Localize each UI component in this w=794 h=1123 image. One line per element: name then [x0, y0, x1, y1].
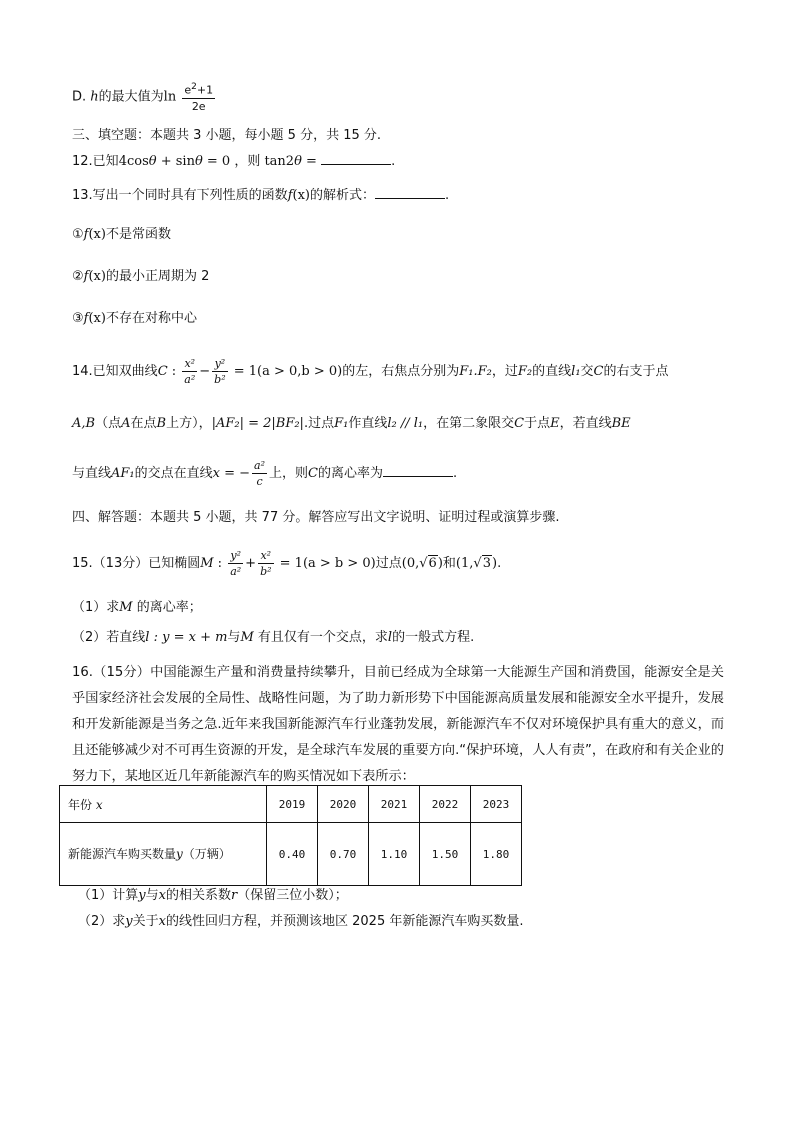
var-y: y: [125, 914, 133, 929]
q15-text: 15.（13分）已知椭圆: [72, 556, 201, 571]
q12-math: 4cos: [118, 154, 149, 169]
period: .: [453, 466, 458, 481]
table-cell: 1.50: [420, 823, 471, 886]
circled-number: ②: [72, 269, 84, 284]
q14-text: （点: [95, 416, 122, 431]
var-f1: F₁: [334, 416, 349, 431]
var-c: C: [157, 364, 168, 379]
q15-text: （2）若直线: [72, 630, 146, 645]
table-cell: 1.80: [471, 823, 522, 886]
func-f: f: [83, 227, 89, 242]
sqrt-6: 6: [428, 556, 437, 571]
func-arg: (x): [88, 311, 106, 326]
var-f2: F₂: [517, 364, 533, 379]
func-arg: (x): [88, 269, 106, 284]
line-af1: AF₁: [111, 466, 135, 481]
table-cell: 2020: [318, 786, 369, 823]
theta: θ: [294, 154, 302, 169]
q15-text: 和: [442, 556, 456, 571]
question-14-line-2: [72, 414, 631, 434]
numerator: y²: [212, 356, 227, 372]
answer-blank: [321, 150, 391, 165]
q15-text: 的一般式方程.: [392, 630, 475, 645]
denominator: a²: [184, 373, 196, 386]
q13-text: 13.写出一个同时具有下列性质的函数: [72, 188, 288, 203]
var-c: C: [514, 416, 525, 431]
table-cell: 0.70: [318, 823, 369, 886]
condition: = 1(a > b > 0): [275, 556, 376, 571]
point-e: E: [550, 416, 560, 431]
point-b: B: [156, 416, 167, 431]
var-l1: l₁: [571, 364, 581, 379]
q16-text: 与: [145, 888, 159, 903]
var-l: l: [145, 630, 150, 645]
colon: :: [213, 556, 227, 571]
q14-text: 的离心率为: [317, 466, 383, 481]
option-label: D.: [72, 89, 91, 105]
var-x: x: [95, 797, 103, 812]
question-15-part-2: [72, 628, 474, 648]
theta: θ: [194, 154, 203, 169]
circled-number: ③: [72, 311, 84, 326]
fraction: [252, 458, 267, 489]
q14-text: ，过: [491, 364, 518, 379]
cell-label: 年份: [68, 797, 93, 812]
q16-text: （保留三位小数）；: [237, 888, 348, 903]
q12-math: + sin: [156, 154, 195, 169]
property-3: [72, 309, 197, 329]
sqrt-3: 3: [482, 556, 491, 571]
period: .: [391, 154, 396, 169]
var-x: x: [158, 888, 166, 903]
colon: :: [167, 364, 181, 379]
fraction: [228, 548, 243, 579]
question-12: [72, 150, 395, 172]
property-text: 不是常函数: [105, 227, 171, 242]
table-cell: 2022: [420, 786, 471, 823]
answer-blank: [375, 184, 445, 199]
q14-text: 的左，右焦点分别为: [342, 364, 460, 379]
q16-text: 的线性回归方程，并预测该地区 2025 年新能源汽车购买数量.: [166, 914, 524, 929]
question-14-line-3: [72, 458, 457, 489]
denominator: 2e: [191, 99, 206, 113]
condition: = 1(a > 0,b > 0): [229, 364, 343, 379]
fraction: [258, 548, 273, 579]
q14-text: 的直线: [532, 364, 572, 379]
option-d: [72, 80, 217, 114]
property-text: 的最小正周期为 2: [105, 269, 210, 284]
var-y: y: [138, 888, 146, 903]
q14-text: 作直线: [348, 416, 388, 431]
ln-symbol: ln: [163, 89, 177, 105]
num-e: e: [184, 83, 192, 97]
point-1: (0,: [401, 556, 420, 571]
func-f: f: [83, 311, 89, 326]
header-cell: [60, 786, 267, 823]
point-a: A: [121, 416, 131, 431]
question-15: 15.（13分）已知椭圆M : $\frac{\text{y²}}{\text{a²}}$ + $\frac{\text{x²}}{\text{b²}}$ = 1(a > b > 0)过点(0,√6)和(1,√3).: [72, 549, 502, 578]
period: .: [445, 188, 450, 203]
q16-text: 关于: [132, 914, 159, 929]
period: .: [497, 556, 502, 571]
func-arg: (x): [292, 188, 310, 203]
var-m: M: [200, 556, 214, 571]
table-cell: 2019: [267, 786, 318, 823]
fraction: [212, 356, 227, 387]
table-row: [60, 786, 522, 823]
q14-text: 的交点在直线: [134, 466, 213, 481]
q16-text: （1）计算: [78, 888, 139, 903]
q14-text: 的右支于点: [603, 364, 669, 379]
var-c: C: [593, 364, 604, 379]
num-tail: +1: [196, 83, 214, 97]
table-row: [60, 823, 522, 886]
q14-text: 与直线: [72, 466, 112, 481]
numerator: $e^2+1$: [184, 82, 214, 97]
fraction: [182, 356, 197, 387]
denominator: b²: [260, 565, 272, 578]
numerator: x²: [182, 356, 197, 372]
q14-text: ，在第二象限交: [423, 416, 515, 431]
q13-text: 的解析式：: [309, 188, 375, 203]
q12-math: =: [301, 154, 322, 169]
circled-number: ①: [72, 227, 84, 242]
question-16-part-1: [78, 886, 348, 906]
point-1: ): [437, 556, 443, 571]
var-m: M: [240, 630, 254, 645]
denominator: c: [256, 475, 263, 488]
property-text: 不存在对称中心: [105, 311, 197, 326]
parallel-lines: l₂ // l₁: [387, 416, 424, 431]
var-x: x: [158, 914, 166, 929]
theta: θ: [148, 154, 157, 169]
q14-text: 上，则: [269, 466, 309, 481]
q16-text: （2）求: [78, 914, 126, 929]
point-2: ): [491, 556, 498, 571]
cell-label: 新能源汽车购买数量: [68, 847, 177, 861]
foci: F₁.F₂: [459, 364, 492, 379]
q14-text: 交: [580, 364, 594, 379]
numerator: a²: [254, 459, 266, 472]
q15-text: 过点: [375, 556, 402, 571]
q15-text: 有且仅有一个交点，求: [253, 630, 388, 645]
section-4-heading: 四、解答题：本题共 5 小题，共 77 分。解答应写出文字说明、证明过程或演算步骤.: [72, 510, 560, 525]
q14-text: 在点: [130, 416, 157, 431]
numerator: x²: [258, 548, 273, 564]
q14-text: 14.已知双曲线: [72, 364, 158, 379]
q12-text: 12.已知: [72, 154, 119, 169]
question-16: 16.（15分）中国能源生产量和消费量持续攀升，目前已经成为全球第一大能源生产国和消费国，能源安全是关乎国家经济社会发展的全局性、战略性问题，为了助力新形势下中国能源高质量发展和能源安全水平提升，发展和开发新能源是当务之急.近年来我国新能源汽车行业蓬勃发展，新能源汽车不仅对环境保护具有重大的意义，而且还能够减少对不可再生资源的开发，是全球汽车发展的重要方向.“保护环境，人人有责”，在政府和有关企业的努力下，某地区近几年新能源汽车的购买情况如下表所示：: [72, 665, 724, 784]
var-r: r: [231, 888, 238, 903]
q14-text: 于点: [524, 416, 551, 431]
header-cell: [60, 823, 267, 886]
abs-condition: |AF₂| = 2|BF₂|: [211, 416, 304, 431]
question-16-part-2: [78, 912, 523, 932]
points-ab: A,B: [72, 416, 96, 431]
section-3-heading: 三、填空题：本题共 3 小题，每小题 5 分，共 15 分.: [72, 128, 382, 143]
point-2: (1,: [455, 556, 474, 571]
question-13: [72, 184, 449, 206]
func-arg: (x): [88, 227, 106, 242]
var-l: l: [387, 630, 393, 645]
line-eq: x = −: [212, 466, 251, 481]
q15-text: 与: [227, 630, 241, 645]
table-cell: 0.40: [267, 823, 318, 886]
line-be: BE: [611, 416, 631, 431]
answer-blank: [383, 462, 453, 477]
func-f: f: [287, 188, 293, 203]
question-14-line-1: 14.已知双曲线C : $\frac{\text{x²}}{\text{a²}}$ − $\frac{\text{y²}}{\text{b²}}$ = 1(a > 0,b > 0)的左，右焦点分别为F₁.F₂，过F₂的直线l₁交C的右支于点: [72, 357, 669, 386]
var-c: C: [308, 466, 318, 481]
property-1: [72, 225, 171, 245]
q16-text: 的相关系数: [166, 888, 232, 903]
table-cell: 2021: [369, 786, 420, 823]
denominator: b²: [214, 373, 226, 386]
property-2: [72, 267, 209, 287]
var-h: h: [90, 89, 99, 105]
var-m: M: [119, 600, 133, 615]
q15-text: （1）求: [72, 600, 120, 615]
q15-text: 的离心率；: [132, 600, 202, 615]
fraction: [182, 80, 215, 114]
var-y: y: [176, 847, 183, 861]
func-f: f: [83, 269, 89, 284]
line-eq: : y = x + m: [149, 630, 228, 645]
denominator: a²: [230, 565, 242, 578]
cell-unit: （万辆）: [182, 847, 231, 861]
table-cell: 1.10: [369, 823, 420, 886]
q14-text: ，若直线: [559, 416, 612, 431]
q14-text: .过点: [303, 416, 335, 431]
data-table: [59, 785, 522, 886]
question-15-part-1: [72, 598, 202, 618]
q12-math: = 0 ，则 tan2: [202, 154, 295, 169]
table-cell: 2023: [471, 786, 522, 823]
q14-text: 上方），: [166, 416, 212, 431]
option-text: 的最大值为: [98, 89, 164, 105]
numerator: y²: [228, 548, 243, 564]
